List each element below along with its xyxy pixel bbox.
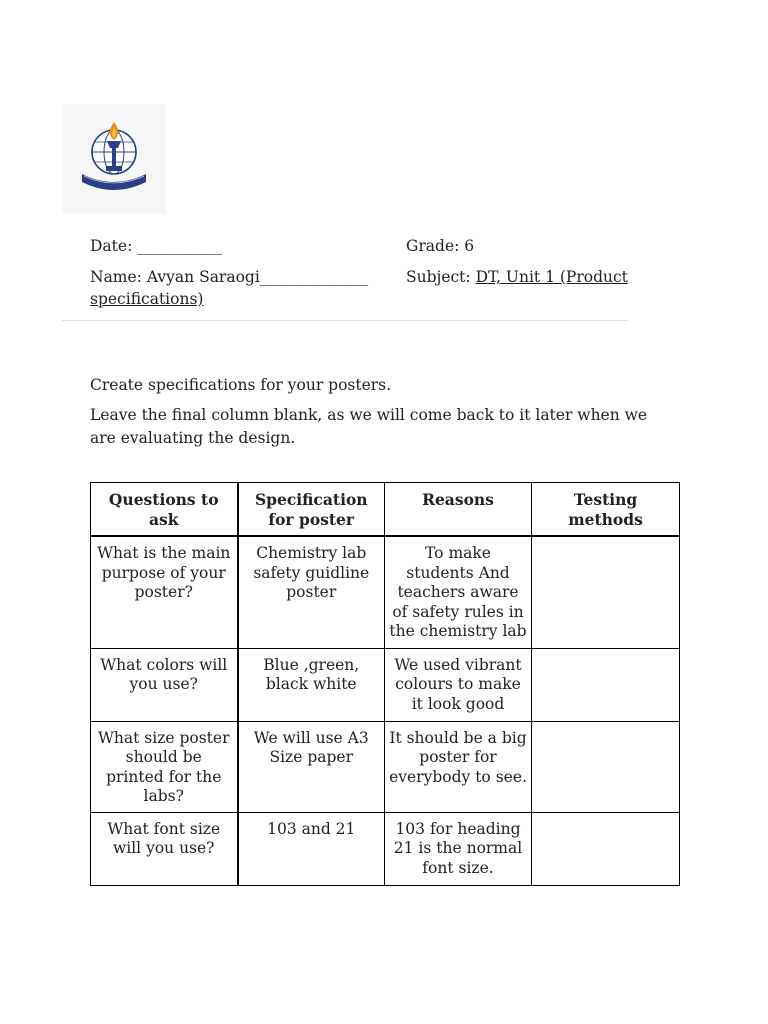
subject-label: Subject: (406, 268, 471, 286)
table-row (91, 721, 680, 812)
name-label: Name: (90, 268, 142, 286)
date-blank: ___________ (137, 237, 223, 255)
name-line (90, 267, 368, 288)
instruction-line-2: Leave the final column blank, as we will come back to it later when we are evaluating the design. (90, 406, 648, 447)
cell-question: What is the main purpose of your poster? (91, 536, 238, 648)
cell-reason: 103 for heading 21 is the normal font size. (385, 812, 532, 885)
cell-specification: 103 and 21 (238, 812, 385, 885)
cell-testing-method[interactable] (532, 536, 680, 648)
cell-reason: To make students And teachers aware of safety rules in the chemistry lab (385, 536, 532, 648)
name-value: Avyan Saraogi (146, 268, 260, 286)
subject-value: DT, Unit 1 (Product (475, 268, 628, 286)
grade-value: 6 (464, 237, 475, 255)
cell-testing-method[interactable] (532, 648, 680, 721)
subject-line (406, 267, 628, 288)
header-reasons: Reasons (385, 483, 532, 537)
cell-specification: Chemistry lab safety guidline poster (238, 536, 385, 648)
header-divider (62, 320, 628, 321)
header-testing-methods: Testing methods (532, 483, 680, 537)
specification-table (90, 482, 680, 886)
cell-specification: We will use A3 Size paper (238, 721, 385, 812)
header-questions: Questions to ask (91, 483, 238, 537)
table-row (91, 812, 680, 885)
cell-reason: We used vibrant colours to make it look good (385, 648, 532, 721)
header-specification: Specification for poster (238, 483, 385, 537)
cell-question: What colors will you use? (91, 648, 238, 721)
grade-label: Grade: (406, 237, 460, 255)
date-line (90, 236, 222, 257)
date-label: Date: (90, 237, 133, 255)
cell-testing-method[interactable] (532, 721, 680, 812)
torch-crest-icon (62, 104, 166, 214)
cell-testing-method[interactable] (532, 812, 680, 885)
cell-specification: Blue ,green, black white (238, 648, 385, 721)
cell-reason: It should be a big poster for everybody to see. (385, 721, 532, 812)
table-row (91, 536, 680, 648)
cell-question: What size poster should be printed for the labs? (91, 721, 238, 812)
cell-question: What font size will you use? (91, 812, 238, 885)
grade-line (406, 236, 474, 257)
instruction-line-1: Create specifications for your posters. (90, 376, 392, 394)
school-logo (62, 104, 166, 214)
table-header-row (91, 483, 680, 537)
name-blank: ______________ (259, 268, 369, 286)
table-row (91, 648, 680, 721)
subject-value-continued: specifications) (90, 290, 204, 308)
